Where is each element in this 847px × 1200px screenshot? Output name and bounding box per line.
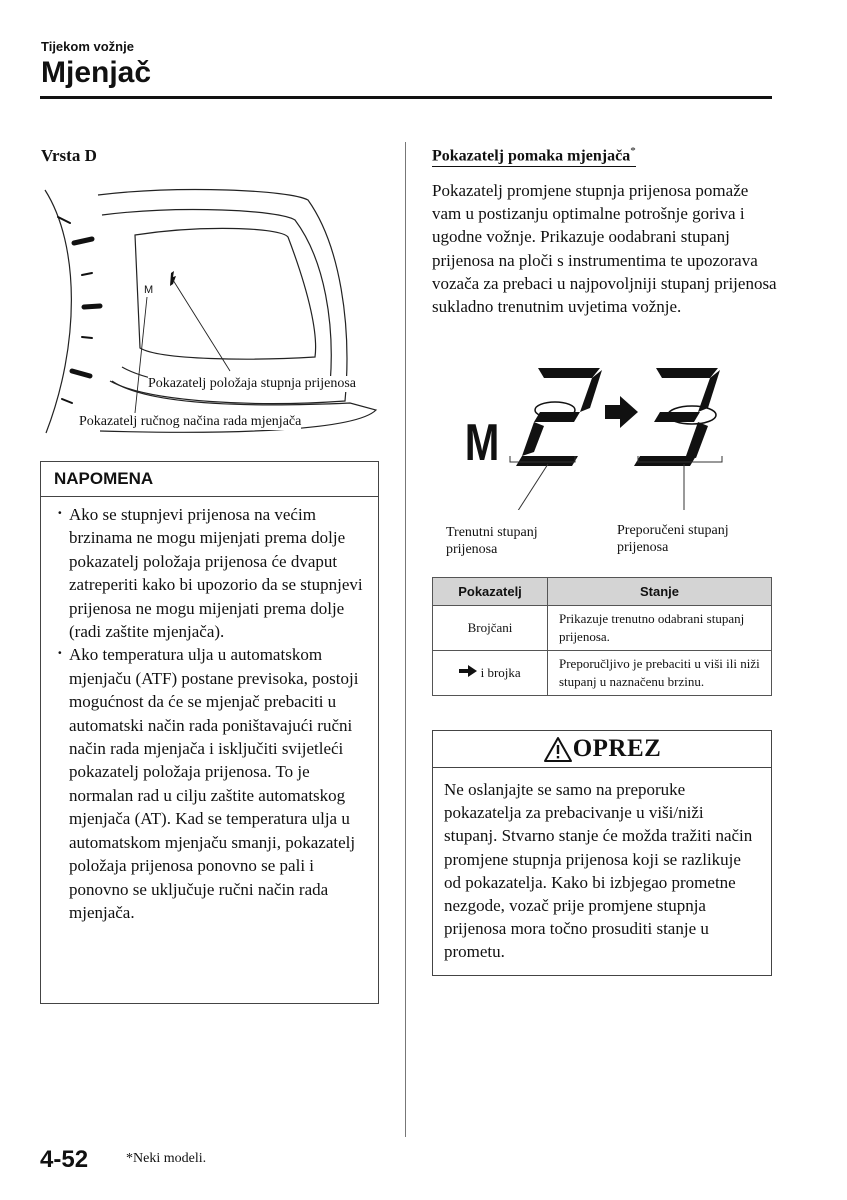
page-number: 4-52 [40,1146,89,1173]
note-item: · Ako temperatura ulja u automatskom mjenjaču (ATF) postane previsoka, postoji mogućnost da će se mjenjač prebaciti u automatski način rada poništavajući ručni način rada mjenjača i isključiti svijetleći pokazatelj položaja prijenosa. To je normalan rad u cilju zaštite automatskog mjenjača (AT). Kad se temperatura ulja u automatskom mjenjaču smanji, pokazatelj položaja prijenosa ponovno se pali i ponovno se uključuje ručni način rada mjenjača. [69,643,368,924]
right-arrow-icon [459,665,477,677]
current-gear-digit [516,368,602,466]
warning-triangle-icon [543,736,573,763]
shift-indicator-figure [460,360,760,510]
label-recommended-line-2: prijenosa [617,540,669,555]
recommend-arrow-icon [605,396,638,428]
breadcrumb: Tijekom vožnje [41,39,134,54]
footnote-mark: * [630,145,636,157]
footnote: *Neki modeli. [126,1151,207,1166]
instrument-cluster-figure [40,185,385,447]
table-cell-indicator [433,651,548,696]
callout-gear-position: Pokazatelj položaja stupnja prijenosa [148,376,356,391]
title-rule [40,96,772,99]
column-header-indicator: Pokazatelj [433,578,548,606]
intro-paragraph: Pokazatelj promjene stupnja prijenosa pomaže vam u postizanju optimalne potrošnje goriva i ugodne vožnje. Prikazuje oodabrani stupanj prijenosa na ploči s instrumentima te upozorava vozača za prebaci u najpovoljniji stupanj prijenosa sukladno trenutnim uvjetima vožnje. [432,181,777,317]
caution-box [432,730,772,976]
indicator-text: i brojka [480,665,521,680]
note-title: NAPOMENA [41,462,378,497]
indicator-table [432,577,772,696]
label-current-line-2: prijenosa [446,542,498,557]
caution-header [433,731,771,768]
caution-text: Ne oslanjajte se samo na preporuke pokazatelja za prebacivanje u viši/niži stupanj. Stvarno stanje će možda tražiti način promjene stupnja prijenosa koji se razlikuje od pokazatelja. Kako bi izbjegao prometne nezgode, vozač prije promjene stupnja prijenosa mora točno prosuditi stanje u prometu. [444,780,753,962]
table-cell-state: Preporučljivo je prebaciti u viši ili niži stupanj u naznačenu brzinu. [548,651,772,696]
table-cell-indicator: Brojčani [433,606,548,651]
column-divider [405,142,406,1137]
label-recommended-gear [617,522,729,556]
column-header-state: Stanje [548,578,772,606]
table-cell-state: Prikazuje trenutno odabrani stupanj prijenosa. [548,606,772,651]
caution-title: OPREZ [572,735,662,762]
section-title [432,145,636,167]
table-header-row [433,578,772,606]
recommended-gear-digit [634,368,720,466]
cluster-m-letter: M [144,284,154,296]
label-recommended-line-1: Preporučeni stupanj [617,523,729,538]
label-current-line-1: Trenutni stupanj [446,525,538,540]
label-current-gear [446,524,538,558]
note-list [41,497,378,924]
type-heading: Vrsta D [41,146,97,165]
note-item: · Ako se stupnjevi prijenosa na većim brzinama ne mogu mijenjati prema dolje pokazatelj položaja prijenosa će dvaput zatreperiti kako bi upozorio da se stupnjevi prijenosa ne mogu mijenjati prema dolje (radi zaštite mjenjača). [69,503,368,643]
table-row [433,606,772,651]
table-row [433,651,772,696]
mode-m-letter: M [464,412,500,472]
callout-manual-mode: Pokazatelj ručnog načina rada mjenjača [79,414,302,429]
page-title: Mjenjač [41,56,152,89]
section-title-text: Pokazatelj pomaka mjenjača [432,147,631,165]
note-box [40,461,379,1004]
